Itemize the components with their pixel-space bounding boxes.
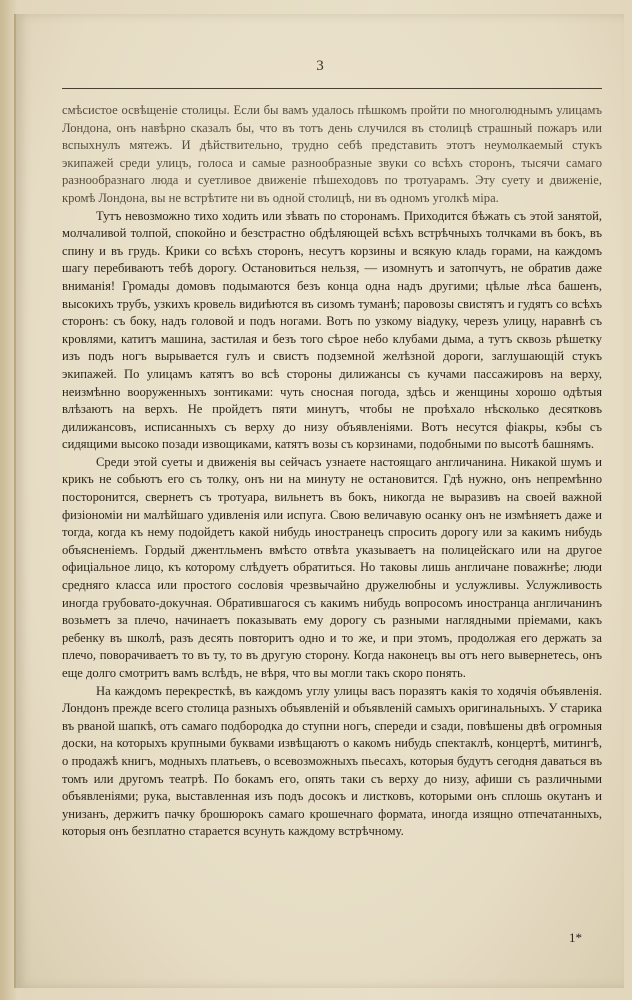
- header-rule: [62, 88, 602, 89]
- signature-mark: 1*: [569, 930, 582, 945]
- page-number: 3: [316, 58, 324, 74]
- paragraph-4: На каждомъ перекресткѣ, въ каждомъ углу улицы васъ поразятъ какія то ходячія объявленія. Лондонъ прежде всего столица разныхъ объявленій и объявленій самыхъ оригинальныхъ. У старика въ рваной шапкѣ, отъ самаго подбородка до ступни ногъ, спереди и сзади, повѣшены двѣ огромныя доски, на которыхъ крупными буквами извѣщаютъ о какомъ нибудь спектаклѣ, концертѣ, митингѣ, о продажѣ книгъ, модныхъ платьевъ, о всевозможныхъ пьесахъ, которыя будутъ сегодня даваться въ томъ или другомъ театрѣ. По бокамъ его, опять таки съ верху до низу, афиши съ различными объявленіями; рука, выставленная изъ подъ досокъ и листковъ, которыми онъ сплошь окутанъ и унизанъ, держитъ пачку брошюрокъ самаго крошечнаго формата, иногда изящно отпечатанныхъ, которыя онъ безплатно старается всунуть каждому встрѣчному.: [62, 683, 602, 839]
- paragraph-3: Среди этой суеты и движенія вы сейчасъ узнаете настоящаго англичанина. Никакой шумъ и крикъ не собьютъ его съ толку, онъ ни на минуту не остановится. Гдѣ нужно, онъ непремѣнно посторонится, свернетъ съ тротуара, вильнетъ въ бокъ, никогда не выразивъ на своей важной физіономіи ни малѣйшаго удивленія или испуга. Свою величавую осанку онъ не измѣняетъ даже и тогда, когда къ нему подойдетъ какой нибудь иностранецъ спросить дорогу или за какимъ нибудь объясненіемъ. Гордый джентльменъ вмѣсто отвѣта указываетъ на полицейскаго или на другое офиціальное лицо, къ которому слѣдуетъ обратиться. Но таковы лишь англичане поважнѣе; люди средняго класса или простого сословія чрезвычайно дружелюбны и услужливы. Услужливость иногда грубовато-докучная. Обратившагося съ какимъ нибудь вопросомъ иностранца англичанинъ возьметъ за плечо, начинаетъ показывать ему дорогу съ разными наглядными пріемами, какъ ребенку въ школѣ, разъ десять повторитъ одно и то же, и при этомъ, продолжая его держать за плечо, поворачиваетъ то въ ту, то въ другую сторону. Когда наконецъ вы отъ него вывернетесь, онъ еще долго смотритъ вамъ вслѣдъ, не вѣря, что вы могли такъ скоро понять.: [62, 454, 602, 680]
- book-page: [14, 14, 624, 988]
- paragraph-1: смѣсистое освѣщеніе столицы. Если бы вамъ удалось пѣшкомъ пройти по многолюднымъ улицамъ Лондона, онъ навѣрно сказалъ бы, что въ тотъ день случился въ столицѣ страшный пожаръ или вспыхнулъ мятежъ. И дѣйствительно, трудно себѣ представить этотъ неумолкаемый стукъ экипажей среди улицъ, голоса и самые разнообразные звуки со всѣхъ сторонъ, тысячи самаго разнообразнаго люда и суетливое движеніе пѣшеходовъ по тротуарамъ. Эту суету и движеніе, кромѣ Лондона, вы не встрѣтите ни въ одной столицѣ, ни въ одномъ уголкѣ міра.: [62, 103, 602, 205]
- paragraph-2: Тутъ невозможно тихо ходить или зѣвать по сторонамъ. Приходится бѣжать съ этой занятой, молчаливой толпой, спокойно и безстрастно обдѣляющей всѣхъ встрѣчныхъ толчками въ бокъ, въ спину и въ грудь. Крики со всѣхъ сторонъ, несутъ корзины и всякую кладь горами, на каждомъ шагу перебиваютъ тебѣ дорогу. Остановиться нельзя, — изомнутъ и затопчутъ, не обратив даже вниманія! Громады домовъ подымаются безъ конца одна надъ другими; цѣлые лѣса башенъ, высокихъ трубъ, узкихъ кровель видиѣются въ сизомъ туманѣ; паровозы свистятъ и гудятъ со всѣхъ сторонъ: съ боку, надъ головой и подъ ногами. Вотъ по узкому віадуку, черезъ улицу, наравнѣ съ кровлями, катитъ машина, застилая и безъ того сѣрое небо клубами дыма, а тутъ сквозь рѣшетку изъ подъ ногъ вырывается гулъ и свистъ подземной желѣзной дороги, заглушающій стукъ экипажей. По улицамъ катятъ во всѣ стороны дилижансы съ кучами пассажировъ на верху, неизмѣнно вооруженныхъ зонтиками: чуть сносная погода, здѣсь и женщины хорошо одѣтыя влѣзаютъ на верхъ. Не пройдетъ пяти минутъ, чтобы не проѣхало нѣсколько десятковъ дилижансовъ, исписанныхъ съ верху до низу объявленіями. Вотъ несутся фіакры, кэбы съ сидящими высоко позади извощиками, катятъ возы съ корзинами, подобными по высотѣ башнямъ.: [62, 208, 602, 452]
- body-text: [62, 102, 602, 841]
